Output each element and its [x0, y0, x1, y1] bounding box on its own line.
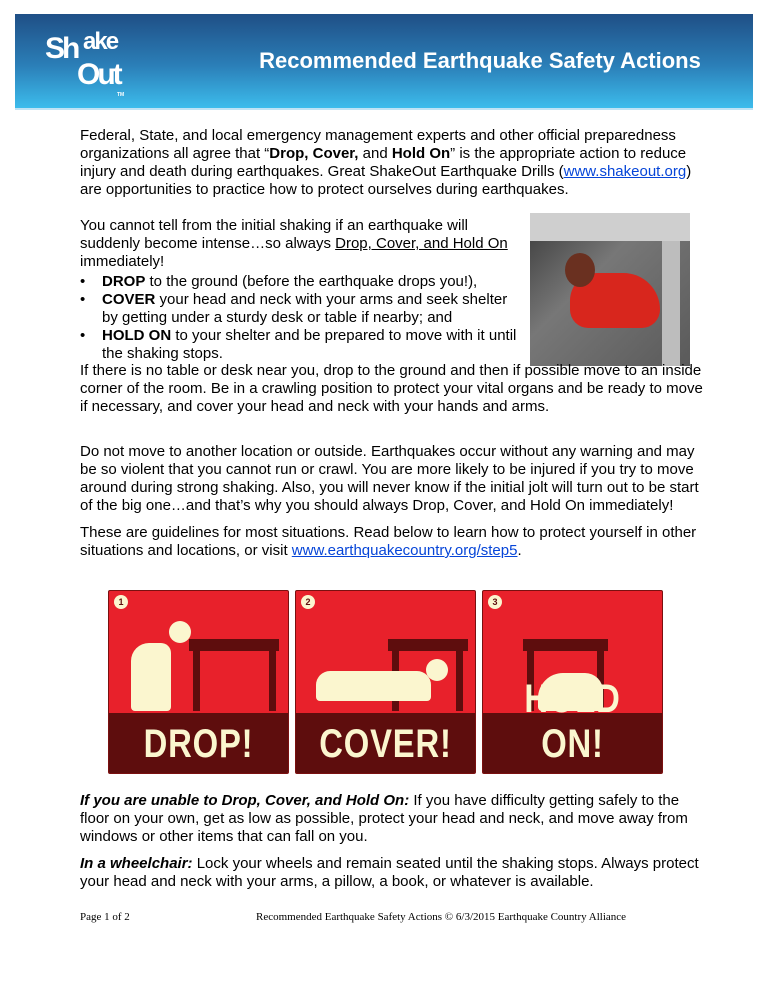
- text: and: [358, 145, 392, 162]
- logo-tm: TM: [117, 92, 125, 98]
- text: If you are unable to Drop, Cover, and Hold On:: [80, 792, 410, 809]
- step-number: 2: [301, 595, 315, 609]
- logo-part: ake: [83, 28, 118, 55]
- cover-panel: [295, 590, 476, 774]
- shakeout-logo: [45, 28, 125, 98]
- text: These are guidelines for most situations. Read below to learn how to protect yourself in other situations and locations, or visit: [80, 524, 697, 559]
- person-under-desk-photo: [530, 213, 690, 366]
- text: Drop, Cover, and Hold On: [335, 235, 508, 252]
- text: to your shelter and be prepared to move with it until the shaking stops.: [102, 327, 517, 362]
- text: Hold On: [391, 145, 451, 162]
- no-table-paragraph: If there is no table or desk near you, drop to the ground and then if possible move to an inside corner of the room. Be in a crawling position to protect your vital organs and be ready to move if necessary, and cover your head and neck with your hands and arms.: [80, 362, 703, 415]
- logo-part: Sh: [45, 32, 78, 65]
- step5-link[interactable]: www.earthquakecountry.org/step5: [291, 542, 518, 559]
- text: In a wheelchair:: [80, 855, 193, 872]
- text: You cannot tell from the initial shaking if an earthquake will suddenly become intense…so always: [80, 217, 469, 252]
- text: immediately!: [80, 253, 165, 270]
- person-figure: [169, 621, 191, 643]
- step-number: 3: [488, 595, 502, 609]
- shakeout-link[interactable]: www.shakeout.org: [563, 163, 687, 180]
- bullet-drop: [102, 273, 520, 291]
- text: ” is the appropriate action to reduce injury and death during earthquakes. Great ShakeOut Earthquake Drills (: [80, 145, 687, 180]
- text: ) are opportunities to practice how to protect ourselves during earthquakes.: [80, 163, 692, 198]
- text: COVER: [102, 291, 156, 308]
- bullet-hold-on: [102, 327, 520, 363]
- action-list: [80, 273, 520, 363]
- text: .: [517, 542, 522, 559]
- step-number: 1: [114, 595, 128, 609]
- drop-cover-paragraph: [80, 217, 510, 271]
- text: HOLD ON: [102, 327, 172, 344]
- text: DROP: [102, 273, 146, 290]
- intro-paragraph: [80, 127, 705, 199]
- drop-label: DROP!: [143, 722, 254, 766]
- wheelchair-paragraph: [80, 855, 705, 891]
- cover-label: COVER!: [319, 722, 452, 766]
- unable-paragraph: [80, 792, 705, 846]
- logo-part: Out: [77, 58, 120, 91]
- text: Federal, State, and local emergency management experts and other official preparedness organizations all agree that “: [80, 127, 676, 162]
- text: your head and neck with your arms and seek shelter by getting under a sturdy desk or table if nearby; and: [102, 291, 508, 326]
- text: Lock your wheels and remain seated until the shaking stops. Always protect your head and neck with your arms, a pillow, a book, or whatever is available.: [80, 855, 699, 890]
- bullet-cover: [102, 291, 520, 327]
- page-number: Page 1 of 2: [80, 911, 130, 923]
- hold-on-panel: [482, 590, 663, 774]
- do-not-move-paragraph: Do not move to another location or outside. Earthquakes occur without any warning and may be so violent that you cannot run or crawl. You are more likely to be injured if you try to move around during strong shaking. Also, you will never know if the initial jolt will turn out to be start of the big one…and that’s why you should always Drop, Cover, and Hold On immediately!: [80, 443, 699, 514]
- hold-on-label: HOLD ON!: [524, 677, 621, 766]
- page-title: Recommended Earthquake Safety Actions: [259, 48, 701, 73]
- text: If you have difficulty getting safely to the floor on your own, get as low as possible, protect your head and neck, and move away from windows or other items that can fall on you.: [80, 792, 688, 845]
- guidelines-paragraph: [80, 524, 705, 560]
- footer-credit: Recommended Earthquake Safety Actions © 6/3/2015 Earthquake Country Alliance: [256, 911, 627, 923]
- drop-panel: [108, 590, 289, 774]
- text: to the ground (before the earthquake drops you!),: [145, 273, 478, 290]
- header-banner: [15, 14, 753, 110]
- text: Drop, Cover,: [269, 145, 359, 162]
